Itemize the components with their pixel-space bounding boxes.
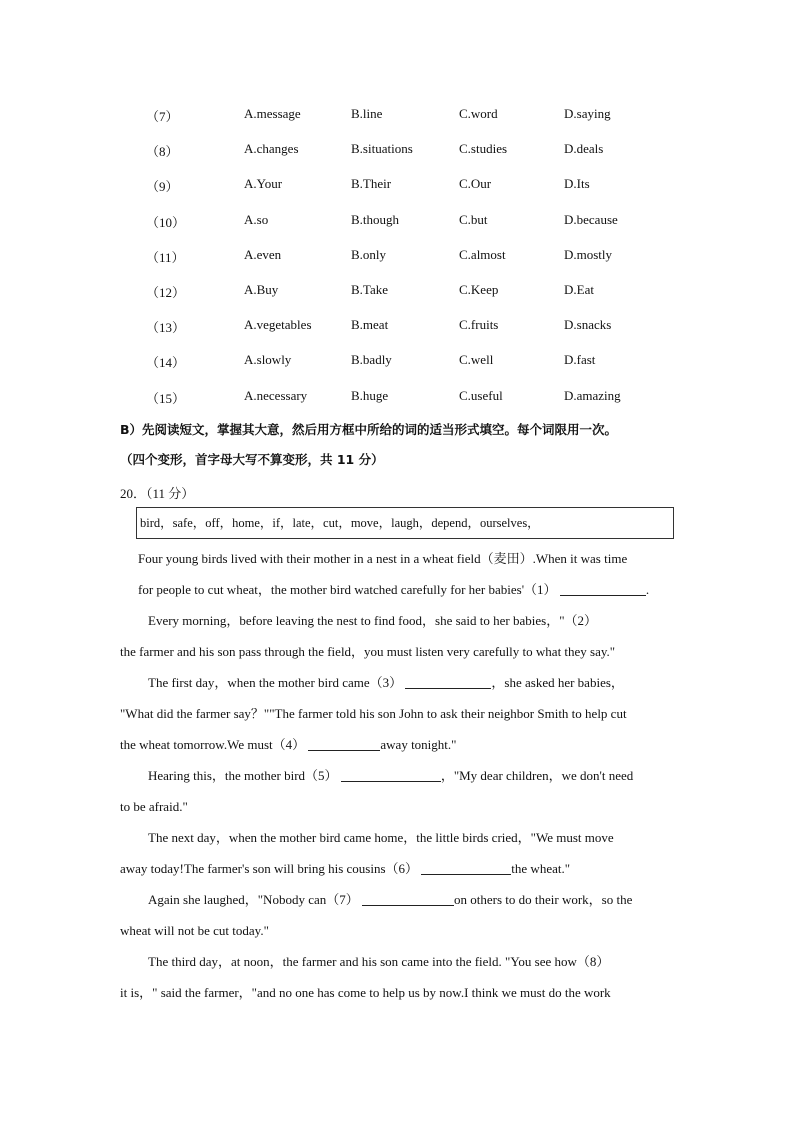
option-a[interactable]: A.necessary (244, 387, 308, 403)
option-d[interactable]: D.snacks (564, 317, 612, 333)
option-row (0, 247, 794, 267)
option-row (0, 388, 794, 408)
passage-line: Every morning，before leaving the nest to find food，she said to her babies，"（2） (148, 613, 598, 628)
section-b-line-1: B）先阅读短文，掌握其大意，然后用方框中所给的词的适当形式填空。每个词限用一次。 (120, 422, 618, 437)
answer-blank-1[interactable] (560, 582, 646, 596)
option-row (0, 282, 794, 302)
passage-line: the wheat tomorrow.We must（4） away tonight." (120, 737, 457, 752)
option-c[interactable]: C.useful (459, 387, 503, 403)
option-row (0, 176, 794, 196)
answer-blank-4[interactable] (308, 737, 380, 751)
passage-line: away today!The farmer's son will bring his cousins（6） the wheat." (120, 861, 571, 876)
question-number-label: （13） (146, 320, 186, 336)
passage-line: The third day，at noon，the farmer and his son came into the field. "You see how（8） (148, 954, 610, 969)
option-c[interactable]: C.Keep (459, 282, 499, 297)
passage-line: to be afraid." (120, 799, 188, 814)
question-number-label: （9） (146, 179, 179, 195)
option-c[interactable]: C.well (459, 352, 494, 368)
question-number: 20．（11 分） (120, 486, 195, 501)
passage-line: Hearing this，the mother bird（5） ，"My dear children，we don't need (148, 768, 634, 783)
option-b[interactable]: B.meat (351, 317, 389, 333)
option-d[interactable]: D.saying (564, 106, 611, 121)
passage-line: it is，" said the farmer，"and no one has come to help us by now.I think we must do the work (120, 985, 611, 1000)
option-row (0, 352, 794, 372)
question-number-label: （7） (146, 109, 179, 124)
option-b[interactable]: B.huge (351, 387, 389, 403)
answer-blank-7[interactable] (362, 892, 454, 906)
option-c[interactable]: C.but (459, 211, 488, 227)
passage-line: the farmer and his son pass through the field，you must listen very carefully to what they say." (120, 644, 616, 659)
option-b[interactable]: B.line (351, 106, 383, 121)
passage-line: wheat will not be cut today." (120, 923, 269, 938)
passage-line: "What did the farmer say？""The farmer told his son John to ask their neighbor Smith to help cut (120, 706, 627, 721)
option-b[interactable]: B.Take (351, 282, 388, 297)
option-row (0, 212, 794, 232)
option-a[interactable]: A.changes (244, 141, 299, 157)
option-c[interactable]: C.word (459, 106, 498, 121)
section-b-line-2: （四个变形，首字母大写不算变形，共 11 分） (120, 452, 384, 467)
passage-line: Four young birds lived with their mother in a nest in a wheat field（麦田）.When it was time (138, 551, 628, 566)
passage-line: The first day，when the mother bird came（3） ，she asked her babies， (148, 675, 624, 690)
passage-line: The next day，when the mother bird came home，the little birds cried，"We must move (148, 830, 614, 845)
option-b[interactable]: B.Their (351, 176, 392, 192)
question-number-label: （11） (146, 249, 185, 265)
passage-line: Again she laughed，"Nobody can（7） on others to do their work，so the (148, 892, 633, 907)
option-d[interactable]: D.Eat (564, 282, 594, 297)
option-b[interactable]: B.only (351, 246, 387, 262)
option-b[interactable]: B.situations (351, 141, 413, 157)
answer-blank-6[interactable] (421, 861, 511, 875)
option-row (0, 317, 794, 337)
option-a[interactable]: A.vegetables (244, 317, 312, 333)
answer-blank-3[interactable] (405, 675, 491, 689)
option-c[interactable]: C.studies (459, 141, 508, 157)
question-number-label: （8） (146, 144, 179, 160)
option-a[interactable]: A.even (244, 246, 282, 262)
question-number-label: （12） (146, 285, 186, 300)
option-a[interactable]: A.message (244, 106, 301, 121)
option-c[interactable]: C.fruits (459, 317, 499, 333)
option-d[interactable]: D.mostly (564, 246, 613, 262)
option-a[interactable]: A.Buy (244, 282, 279, 297)
option-d[interactable]: D.because (564, 211, 618, 227)
option-d[interactable]: D.Its (564, 176, 590, 192)
option-a[interactable]: A.slowly (244, 352, 292, 368)
passage-line: for people to cut wheat，the mother bird watched carefully for her babies'（1） . (138, 582, 650, 597)
option-d[interactable]: D.amazing (564, 387, 621, 403)
option-row (0, 141, 794, 161)
answer-blank-5[interactable] (341, 768, 441, 782)
option-b[interactable]: B.badly (351, 352, 392, 368)
option-row (0, 106, 794, 126)
option-a[interactable]: A.so (244, 211, 269, 227)
option-d[interactable]: D.deals (564, 141, 604, 157)
question-number-label: （10） (146, 214, 186, 230)
option-d[interactable]: D.fast (564, 352, 596, 368)
question-number-label: （14） (146, 355, 186, 371)
option-c[interactable]: C.almost (459, 246, 506, 262)
word-bank-text: bird，safe，off，home，if，late，cut，move，laugh，depend，ourselves， (140, 516, 540, 530)
question-number-label: （15） (146, 390, 186, 406)
word-bank-box (136, 507, 674, 539)
option-c[interactable]: C.Our (459, 176, 492, 192)
option-a[interactable]: A.Your (244, 176, 283, 192)
option-b[interactable]: B.though (351, 211, 400, 227)
section-b-instructions (120, 415, 690, 475)
